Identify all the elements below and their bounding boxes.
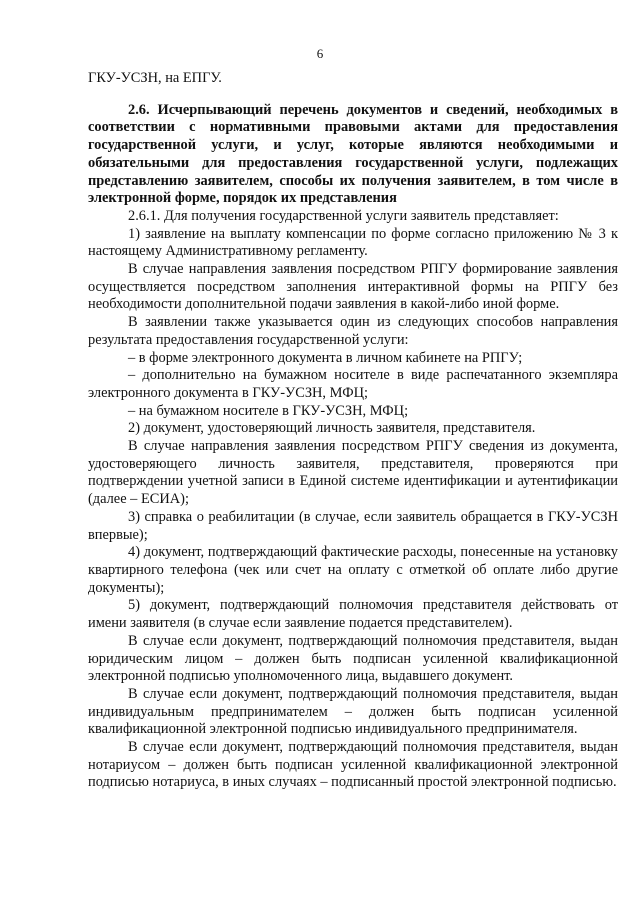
paragraph: В случае если документ, подтверждающий полномочия представителя, выдан индивидуальным предпринимателем – должен быть подписан усиленной квалификационной электронной подписью индивидуального предпринимателя. [88,685,618,738]
document-body [88,70,618,792]
paragraph: В заявлении также указывается один из следующих способов направления результата предоставления государственной услуги: [88,314,618,348]
paragraph: В случае если документ, подтверждающий полномочия представителя, выдан юридическим лицом – должен быть подписан усиленной квалификационной электронной подписью уполномоченного лица, выдавшего документ. [88,632,618,685]
paragraph: ГКУ-УСЗН, на ЕПГУ. [88,70,222,86]
paragraph: 2) документ, удостоверяющий личность заявителя, представителя. [128,420,536,437]
paragraph: 5) документ, подтверждающий полномочия представителя действовать от имени заявителя (в случае если заявление подается представителем). [88,597,618,632]
paragraph: В случае если документ, подтверждающий полномочия представителя, выдан нотариусом – должен быть подписан усиленной квалификационной электронной подписью нотариуса, в иных случаях – подписанный простой электронной подписью. [88,739,618,791]
paragraph: – на бумажном носителе в ГКУ-УСЗН, МФЦ; [128,402,409,419]
paragraph: В случае направления заявления посредством РПГУ формирование заявления осуществляется посредством заполнения интерактивной формы на РПГУ без необходимости дополнительной подачи заявления в какой-либо иной форме. [88,261,618,313]
paragraph: 1) заявление на выплату компенсации по форме согласно приложению № 3 к настоящему Административному регламенту. [88,225,618,260]
paragraph: 4) документ, подтверждающий фактические расходы, понесенные на установку квартирного телефона (чек или счет на оплату с отметкой об оплате либо другие документы); [88,544,618,596]
paragraph: 2.6.1. Для получения государственной услуги заявитель представляет: [128,207,559,224]
section-heading: 2.6. Исчерпывающий перечень документов и сведений, необходимых в соответствии с нормативными правовыми актами для предоставления государственной услуги, и услуг, которые являются необходимыми и обязательными для предоставления государственной услуги, подлежащих представлению заявителем, способы их получения заявителем, в том числе в электронной форме, порядок их представления [88,101,618,207]
paragraph: 3) справка о реабилитации (в случае, если заявитель обращается в ГКУ-УСЗН впервые); [88,508,618,543]
paragraph: В случае направления заявления посредством РПГУ сведения из документа, удостоверяющего личность заявителя, представителя, проверяются при подтверждении учетной записи в Единой системе идентификации и аутентификации (далее – ЕСИА); [88,438,618,508]
page-number: 6 [316,46,324,61]
paragraph: – дополнительно на бумажном носителе в виде распечатанного экземпляра электронного документа в ГКУ-УСЗН, МФЦ; [88,367,618,401]
paragraph: – в форме электронного документа в личном кабинете на РПГУ; [128,349,523,366]
